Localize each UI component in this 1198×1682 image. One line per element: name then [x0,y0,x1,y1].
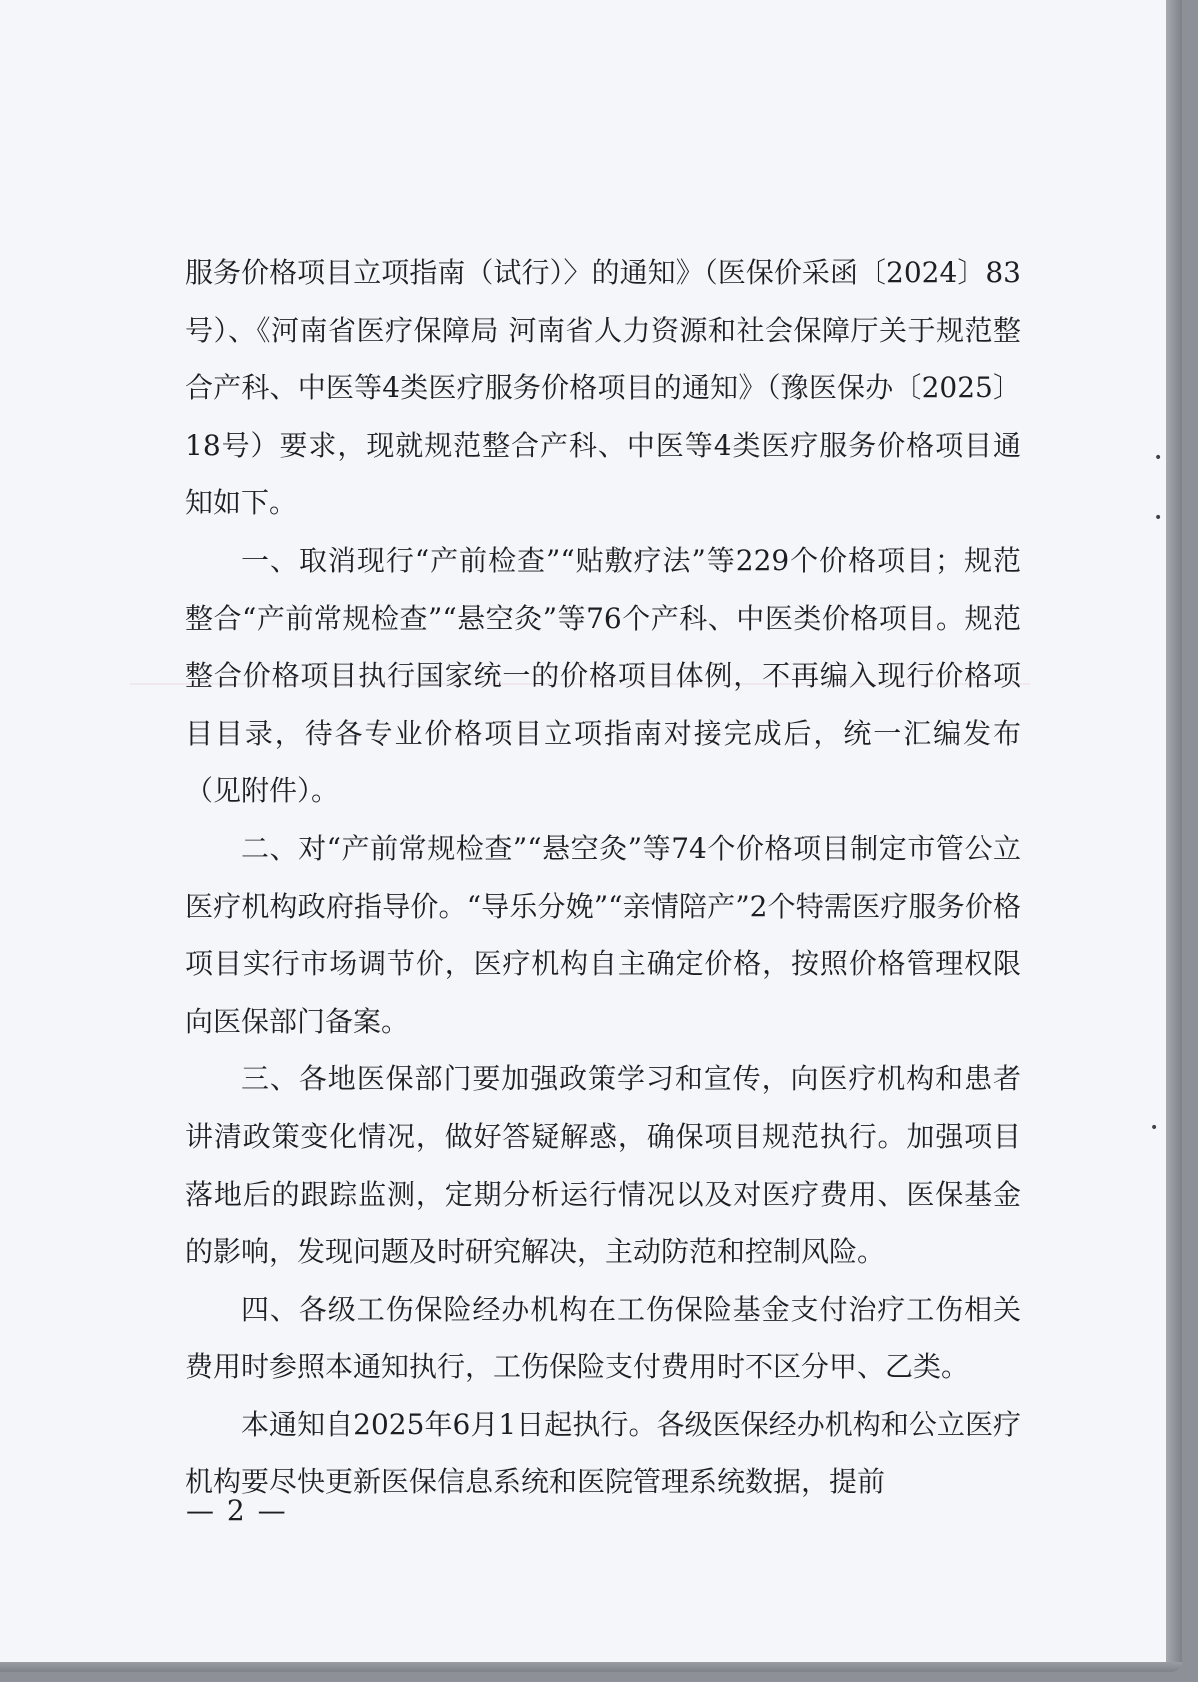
paragraph-closing: 本通知自2025年6月1日起执行。各级医保经办机构和公立医疗机构要尽快更新医保信息系统和医院管理系统数据，提前 [185,1407,1021,1499]
page-bottom-shadow [0,1662,1182,1672]
punch-mark-icon: • [1150,1120,1159,1136]
paragraph-item-2: 二、对“产前常规检查”“悬空灸”等74个价格项目制定市管公立医疗机构政府指导价。“导乐分娩”“亲情陪产”2个特需医疗服务价格项目实行市场调节价，医疗机构自主确定价格，按照价格管理权限向医保部门备案。 [185,831,1021,1038]
punch-mark-icon: • [1154,510,1163,526]
document-body [185,244,1021,1511]
page-edge-shadow [1166,0,1182,1672]
paragraph-item-3: 三、各地医保部门要加强政策学习和宣传，向医疗机构和患者讲清政策变化情况，做好答疑解惑，确保项目规范执行。加强项目落地后的跟踪监测，定期分析运行情况以及对医疗费用、医保基金的影响，发现问题及时研究解决，主动防范和控制风险。 [185,1062,1021,1269]
paragraph-continuation: 服务价格项目立项指南（试行）〉的通知》（医保价采函〔2024〕83号）、《河南省医疗保障局 河南省人力资源和社会保障厅关于规范整合产科、中医等4类医疗服务价格项目的通知》（豫医保办〔2025〕18号）要求，现就规范整合产科、中医等4类医疗服务价格项目通知如下。 [185,256,1021,520]
paragraph-item-4: 四、各级工伤保险经办机构在工伤保险基金支付治疗工伤相关费用时参照本通知执行，工伤保险支付费用时不区分甲、乙类。 [185,1292,1021,1384]
page-number: — 2 — [186,1494,288,1527]
punch-mark-icon: • [1154,450,1163,466]
paragraph-item-1: 一、取消现行“产前检查”“贴敷疗法”等229个价格项目；规范整合“产前常规检查”“悬空灸”等76个产科、中医类价格项目。规范整合价格项目执行国家统一的价格项目体例，不再编入现行价格项目目录，待各专业价格项目立项指南对接完成后，统一汇编发布（见附件）。 [185,543,1021,808]
